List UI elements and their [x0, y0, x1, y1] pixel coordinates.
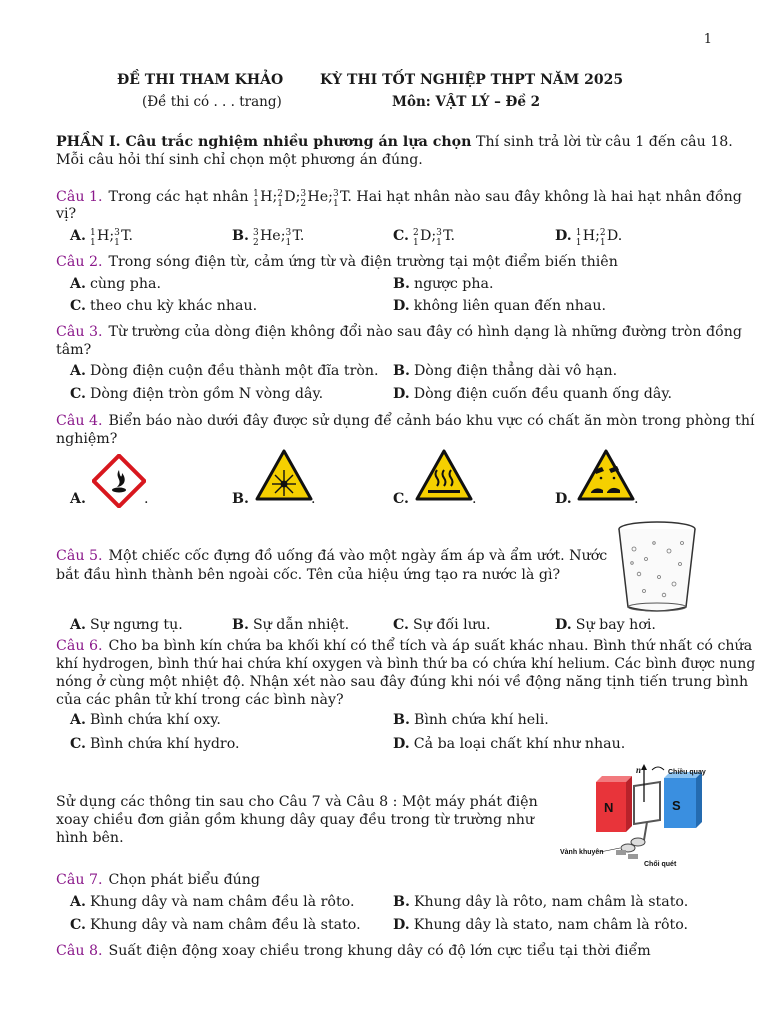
- q7-option-a[interactable]: A. Khung dây và nam châm đều là rôto.: [70, 894, 355, 910]
- q6-label: Câu 6.: [56, 638, 103, 654]
- q3-text-1: Từ trường của dòng điện không đổi nào sau đây có hình dạng là những đường tròn đồng: [108, 324, 742, 340]
- q6-option-c[interactable]: C. Bình chứa khí hydro.: [70, 736, 240, 752]
- q4-option-c[interactable]: C.: [393, 491, 409, 507]
- q6-text-2: khí hydrogen, bình thứ hai chứa khí oxygen và bình thứ ba có chứa khí helium. Các bình được nung: [56, 656, 756, 672]
- exam-title-right: KỲ THI TỐT NGHIỆP THPT NĂM 2025: [320, 72, 624, 88]
- part1-heading: PHẦN I. Câu trắc nghiệm nhiều phương án lựa chọn: [56, 134, 472, 150]
- q1-option-b[interactable]: B. 3 2 He; 3 1 T.: [232, 228, 305, 248]
- q5-stem: [56, 547, 608, 566]
- glass-cup-image: [614, 519, 700, 615]
- q2-text: Trong sóng điện từ, cảm ứng từ và điện trường tại một điểm biến thiên: [108, 254, 618, 270]
- normal-vector-label: n: [636, 765, 642, 775]
- magnet-s-label: S: [672, 798, 681, 813]
- q6-text-3: nóng ở cùng một nhiệt độ. Nhận xét nào sau đây đúng khi nói về động năng tịnh tiến trung bình: [56, 674, 749, 690]
- ac-generator-diagram: [556, 762, 716, 872]
- q6-option-d[interactable]: D. Cả ba loại chất khí như nhau.: [393, 736, 626, 752]
- magnet-n-label: N: [604, 800, 614, 815]
- q6-text-1: Cho ba bình kín chứa ba khối khí có thể tích và áp suất khác nhau. Bình thứ nhất có chứa: [108, 638, 753, 654]
- q7-option-c[interactable]: C. Khung dây và nam châm đều là stato.: [70, 917, 361, 933]
- q6-text-4: của các phân tử khí trong các bình này?: [56, 692, 344, 708]
- q3-option-c[interactable]: C. Dòng điện tròn gồm N vòng dây.: [70, 386, 324, 402]
- q5-option-a[interactable]: A. Sự ngưng tụ.: [70, 617, 183, 633]
- q4-text-2: nghiệm?: [56, 431, 118, 447]
- q4-option-b[interactable]: B.: [232, 491, 249, 507]
- q4-label: Câu 4.: [56, 413, 103, 429]
- q1-option-d[interactable]: D. 1 1 H; 2 1 D.: [555, 228, 623, 248]
- shared78-text-3: hình bên.: [56, 830, 124, 846]
- q3-stem: [56, 323, 742, 342]
- q8-text: Suất điện động xoay chiều trong khung dây có độ lớn cực tiểu tại thời điểm: [108, 943, 651, 959]
- q1-option-a[interactable]: A. 1 1 H; 3 1 T.: [70, 228, 133, 248]
- q8-stem: [56, 942, 716, 961]
- q1-label: Câu 1.: [56, 189, 103, 205]
- q5-option-d[interactable]: D. Sự bay hơi.: [555, 617, 656, 633]
- q5-text-2: bắt đầu hình thành bên ngoài cốc. Tên của hiệu ứng tạo ra nước là gì?: [56, 567, 561, 583]
- shared78-text-2: xoay chiều đơn giản gồm khung dây quay đều trong từ trường như: [56, 812, 534, 828]
- q3-label: Câu 3.: [56, 324, 103, 340]
- q2-stem: [56, 253, 716, 272]
- q2-option-c[interactable]: C. theo chu kỳ khác nhau.: [70, 298, 258, 314]
- q2-label: Câu 2.: [56, 254, 103, 270]
- flammable-sign-icon: [92, 454, 146, 508]
- part1-intro-2: Mỗi câu hỏi thí sinh chỉ chọn một phương án đúng.: [56, 152, 423, 168]
- hot-surface-sign-icon: [414, 448, 474, 502]
- exam-title-left: ĐỀ THI THAM KHẢO: [117, 72, 284, 88]
- q2-option-b[interactable]: B. ngược pha.: [393, 276, 494, 292]
- rotation-label: Chiều quay: [668, 769, 706, 776]
- q4-stem: [56, 412, 755, 431]
- q7-stem: [56, 871, 716, 890]
- q2-option-a[interactable]: A. cùng pha.: [70, 276, 161, 292]
- pages-note: (Đề thi có . . . trang): [142, 94, 282, 110]
- subject-line: Môn: VẬT LÝ – Đề 2: [392, 94, 541, 110]
- q2-option-d[interactable]: D. không liên quan đến nhau.: [393, 298, 607, 314]
- q8-label: Câu 8.: [56, 943, 103, 959]
- q3-option-d[interactable]: D. Dòng điện cuốn đều quanh ống dây.: [393, 386, 672, 402]
- part1-line1: [56, 133, 733, 152]
- q1-text-b: Hai hạt nhân nào sau đây không là hai hạt nhân đồng: [356, 189, 742, 205]
- q5-option-b[interactable]: B. Sự dẫn nhiệt.: [232, 617, 350, 633]
- part1-intro-1: Thí sinh trả lời từ câu 1 đến câu 18.: [475, 134, 733, 150]
- page-number: 1: [703, 32, 712, 47]
- q1-text-c: vị?: [56, 206, 77, 222]
- q6-stem: [56, 637, 753, 656]
- shared78-text-1: Sử dụng các thông tin sau cho Câu 7 và Câu 8 : Một máy phát điện: [56, 794, 538, 810]
- q5-label: Câu 5.: [56, 548, 103, 564]
- corrosive-sign-icon: [576, 448, 636, 502]
- q5-text-1: Một chiếc cốc đựng đồ uống đá vào một ngày ấm áp và ẩm ướt. Nước: [108, 548, 608, 564]
- q3-text-2: tâm?: [56, 342, 92, 358]
- q7-option-d[interactable]: D. Khung dây là stato, nam châm là rôto.: [393, 917, 689, 933]
- q7-label: Câu 7.: [56, 872, 103, 888]
- q1-option-c[interactable]: C. 2 1 D; 3 1 T.: [393, 228, 456, 248]
- q5-option-c[interactable]: C. Sự đối lưu.: [393, 617, 491, 633]
- q4-option-a[interactable]: A.: [70, 491, 86, 507]
- q4-option-d[interactable]: D.: [555, 491, 572, 507]
- laser-warning-sign-icon: [254, 448, 314, 502]
- q7-text: Chọn phát biểu đúng: [108, 872, 261, 888]
- q7-option-b[interactable]: B. Khung dây là rôto, nam châm là stato.: [393, 894, 689, 910]
- q6-option-b[interactable]: B. Bình chứa khí heli.: [393, 712, 549, 728]
- q3-option-b[interactable]: B. Dòng điện thẳng dài vô hạn.: [393, 363, 618, 379]
- q1-nuclei: 1 1 H; 2 1 D; 3 2 He; 3 1 T.: [253, 189, 352, 209]
- q1-text-a: Trong các hạt nhân: [108, 189, 249, 205]
- q3-option-a[interactable]: A. Dòng điện cuộn đều thành một đĩa tròn.: [70, 363, 379, 379]
- q6-option-a[interactable]: A. Bình chứa khí oxy.: [70, 712, 221, 728]
- q4-text-1: Biển báo nào dưới đây được sử dụng để cảnh báo khu vực có chất ăn mòn trong phòng thí: [108, 413, 755, 429]
- slip-ring-label: Vành khuyên: [560, 849, 604, 856]
- brush-label: Chổi quét: [644, 861, 677, 868]
